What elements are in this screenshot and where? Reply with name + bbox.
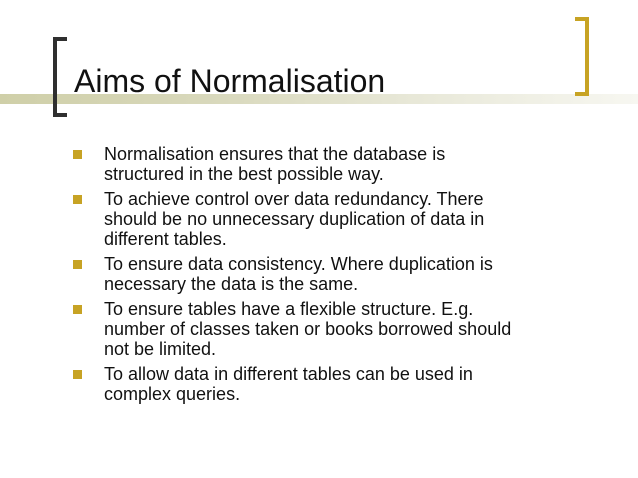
bullet-line: Normalisation ensures that the database is: [104, 144, 446, 164]
square-bullet-icon: [73, 195, 82, 204]
square-bullet-icon: [73, 305, 82, 314]
bullet-line: different tables.: [104, 229, 227, 249]
bullet-line: should be no unnecessary duplication of data in: [104, 209, 485, 229]
bullet-item: [73, 189, 593, 249]
bullet-line: To achieve control over data redundancy. There: [104, 189, 484, 209]
bullet-line: To ensure data consistency. Where duplication is: [104, 254, 493, 274]
bullet-item: [73, 144, 593, 184]
bullet-line: number of classes taken or books borrowed should: [104, 319, 512, 339]
left-bracket-decoration: [53, 37, 67, 117]
slide-title: Aims of Normalisation: [74, 63, 386, 99]
bullet-item: [73, 364, 593, 404]
bullet-line: To ensure tables have a flexible structure. E.g.: [104, 299, 474, 319]
bullet-list: [73, 144, 593, 409]
bullet-text: [104, 299, 593, 359]
square-bullet-icon: [73, 370, 82, 379]
bullet-text: [104, 144, 593, 184]
bullet-text: [104, 364, 593, 404]
bullet-item: [73, 299, 593, 359]
square-bullet-icon: [73, 150, 82, 159]
right-bracket-decoration: [575, 17, 589, 96]
square-bullet-icon: [73, 260, 82, 269]
bullet-line: structured in the best possible way.: [104, 164, 384, 184]
bullet-line: To allow data in different tables can be used in: [104, 364, 473, 384]
bullet-item: [73, 254, 593, 294]
bullet-line: necessary the data is the same.: [104, 274, 359, 294]
bullet-text: [104, 254, 593, 294]
bullet-line: complex queries.: [104, 384, 241, 404]
bullet-line: not be limited.: [104, 339, 217, 359]
bullet-text: [104, 189, 593, 249]
